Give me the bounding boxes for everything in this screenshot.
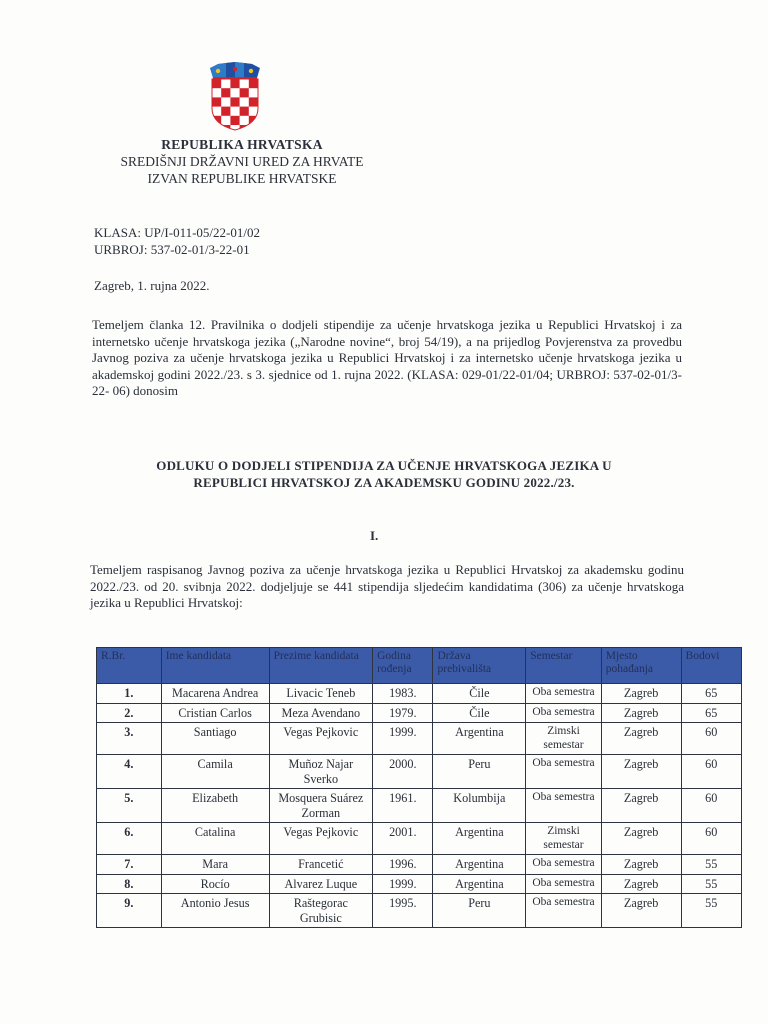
- location: Zagreb: [601, 855, 681, 875]
- table-row: [97, 703, 742, 723]
- first-name: Santiago: [161, 723, 269, 755]
- table-header-row: [97, 648, 742, 684]
- country: Argentina: [433, 874, 526, 894]
- points: 60: [681, 723, 741, 755]
- issuer-header: [92, 136, 392, 187]
- country: Čile: [433, 703, 526, 723]
- column-header-number: R.Br.: [97, 648, 162, 684]
- country: Argentina: [433, 823, 526, 855]
- birth-year: 1979.: [373, 703, 433, 723]
- points: 60: [681, 823, 741, 855]
- table-row: [97, 684, 742, 704]
- points: 55: [681, 894, 741, 928]
- last-name: Muñoz Najar Sverko: [269, 755, 373, 789]
- decision-title-line2: REPUBLICI HRVATSKOJ ZA AKADEMSKU GODINU 2022./23.: [193, 474, 575, 490]
- table-row: [97, 894, 742, 928]
- table-row: [97, 823, 742, 855]
- country: Argentina: [433, 723, 526, 755]
- table-row: [97, 874, 742, 894]
- decision-paragraph: Temeljem raspisanog Javnog poziva za učenje hrvatskoga jezika u Republici Hrvatskoj za akademsku godinu 2022./23. od 20. svibnja 2022. dodjeljuje se 441 stipendija sljedećim kandidatima (306) za učenje hrvatskoga jezika u Republici Hrvatskoj:: [90, 562, 684, 610]
- column-header-last-name: Prezime kandidata: [269, 648, 373, 684]
- first-name: Catalina: [161, 823, 269, 855]
- country: Čile: [433, 684, 526, 704]
- first-name: Elizabeth: [161, 789, 269, 823]
- table-row: [97, 789, 742, 823]
- semester: Oba semestra: [526, 703, 602, 723]
- first-name: Cristian Carlos: [161, 703, 269, 723]
- decision-title: [100, 458, 668, 491]
- semester: Oba semestra: [526, 684, 602, 704]
- location: Zagreb: [601, 823, 681, 855]
- office-name-line1: SREDIŠNJI DRŽAVNI URED ZA HRVATE: [120, 154, 364, 169]
- location: Zagreb: [601, 684, 681, 704]
- last-name: Mosquera Suárez Zorman: [269, 789, 373, 823]
- location: Zagreb: [601, 789, 681, 823]
- birth-year: 1999.: [373, 874, 433, 894]
- location: Zagreb: [601, 874, 681, 894]
- semester: Oba semestra: [526, 789, 602, 823]
- birth-year: 1961.: [373, 789, 433, 823]
- birth-year: 1999.: [373, 723, 433, 755]
- column-header-points: Bodovi: [681, 648, 741, 684]
- location: Zagreb: [601, 723, 681, 755]
- points: 60: [681, 789, 741, 823]
- points: 60: [681, 755, 741, 789]
- row-number: 1.: [97, 684, 162, 704]
- row-number: 8.: [97, 874, 162, 894]
- intro-paragraph: Temeljem članka 12. Pravilnika o dodjeli stipendije za učenje hrvatskoga jezika u Republici Hrvatskoj i za internetsko učenje hrvatskoga jezika („Narodne novine“, broj 54/19), a na prijedlog Povjerenstva za provedbu Javnog poziva za učenje hrvatskoga jezika u Republici Hrvatskoj i za internetsko učenje hrvatskoga jezika u akademskoj godini 2022./23. s 3. sjednice od 1. rujna 2022. (KLASA: 029-01/22-01/04; URBROJ: 537-02-01/3-22- 06) donosim: [92, 317, 682, 399]
- birth-year: 2000.: [373, 755, 433, 789]
- table-row: [97, 855, 742, 875]
- last-name: Vegas Pejkovic: [269, 723, 373, 755]
- country: Peru: [433, 894, 526, 928]
- row-number: 3.: [97, 723, 162, 755]
- location: Zagreb: [601, 755, 681, 789]
- semester: Zimski semestar: [526, 823, 602, 855]
- semester: Oba semestra: [526, 755, 602, 789]
- first-name: Rocío: [161, 874, 269, 894]
- country: Peru: [433, 755, 526, 789]
- first-name: Antonio Jesus: [161, 894, 269, 928]
- reference-block: [94, 224, 260, 258]
- points: 65: [681, 703, 741, 723]
- scholarship-table: [96, 647, 742, 928]
- klasa-number: KLASA: UP/I-011-05/22-01/02: [94, 225, 260, 240]
- column-header-country: Država prebivališta: [433, 648, 526, 684]
- last-name: Francetić: [269, 855, 373, 875]
- last-name: Raštegorac Grubisic: [269, 894, 373, 928]
- first-name: Mara: [161, 855, 269, 875]
- birth-year: 1983.: [373, 684, 433, 704]
- semester: Zimski semestar: [526, 723, 602, 755]
- points: 65: [681, 684, 741, 704]
- first-name: Macarena Andrea: [161, 684, 269, 704]
- semester: Oba semestra: [526, 855, 602, 875]
- first-name: Camila: [161, 755, 269, 789]
- row-number: 7.: [97, 855, 162, 875]
- location: Zagreb: [601, 894, 681, 928]
- table-row: [97, 755, 742, 789]
- last-name: Alvarez Luque: [269, 874, 373, 894]
- birth-year: 1996.: [373, 855, 433, 875]
- last-name: Vegas Pejkovic: [269, 823, 373, 855]
- country-name: REPUBLIKA HRVATSKA: [161, 137, 323, 152]
- points: 55: [681, 855, 741, 875]
- office-name-line2: IZVAN REPUBLIKE HRVATSKE: [147, 171, 337, 186]
- row-number: 9.: [97, 894, 162, 928]
- column-header-location: Mjesto pohađanja: [601, 648, 681, 684]
- section-number: I.: [370, 528, 379, 543]
- last-name: Livacic Teneb: [269, 684, 373, 704]
- decision-title-line1: ODLUKU O DODJELI STIPENDIJA ZA UČENJE HRVATSKOGA JEZIKA U: [156, 458, 612, 473]
- birth-year: 1995.: [373, 894, 433, 928]
- column-header-semester: Semestar: [526, 648, 602, 684]
- semester: Oba semestra: [526, 874, 602, 894]
- column-header-birth-year: Godina rođenja: [373, 648, 433, 684]
- column-header-first-name: Ime kandidata: [161, 648, 269, 684]
- points: 55: [681, 874, 741, 894]
- country: Kolumbija: [433, 789, 526, 823]
- birth-year: 2001.: [373, 823, 433, 855]
- row-number: 5.: [97, 789, 162, 823]
- row-number: 6.: [97, 823, 162, 855]
- semester: Oba semestra: [526, 894, 602, 928]
- croatian-coat-of-arms-icon: [207, 60, 263, 132]
- document-date: Zagreb, 1. rujna 2022.: [94, 278, 210, 293]
- row-number: 4.: [97, 755, 162, 789]
- location: Zagreb: [601, 703, 681, 723]
- table-row: [97, 723, 742, 755]
- urbroj-number: URBROJ: 537-02-01/3-22-01: [94, 242, 250, 257]
- row-number: 2.: [97, 703, 162, 723]
- last-name: Meza Avendano: [269, 703, 373, 723]
- country: Argentina: [433, 855, 526, 875]
